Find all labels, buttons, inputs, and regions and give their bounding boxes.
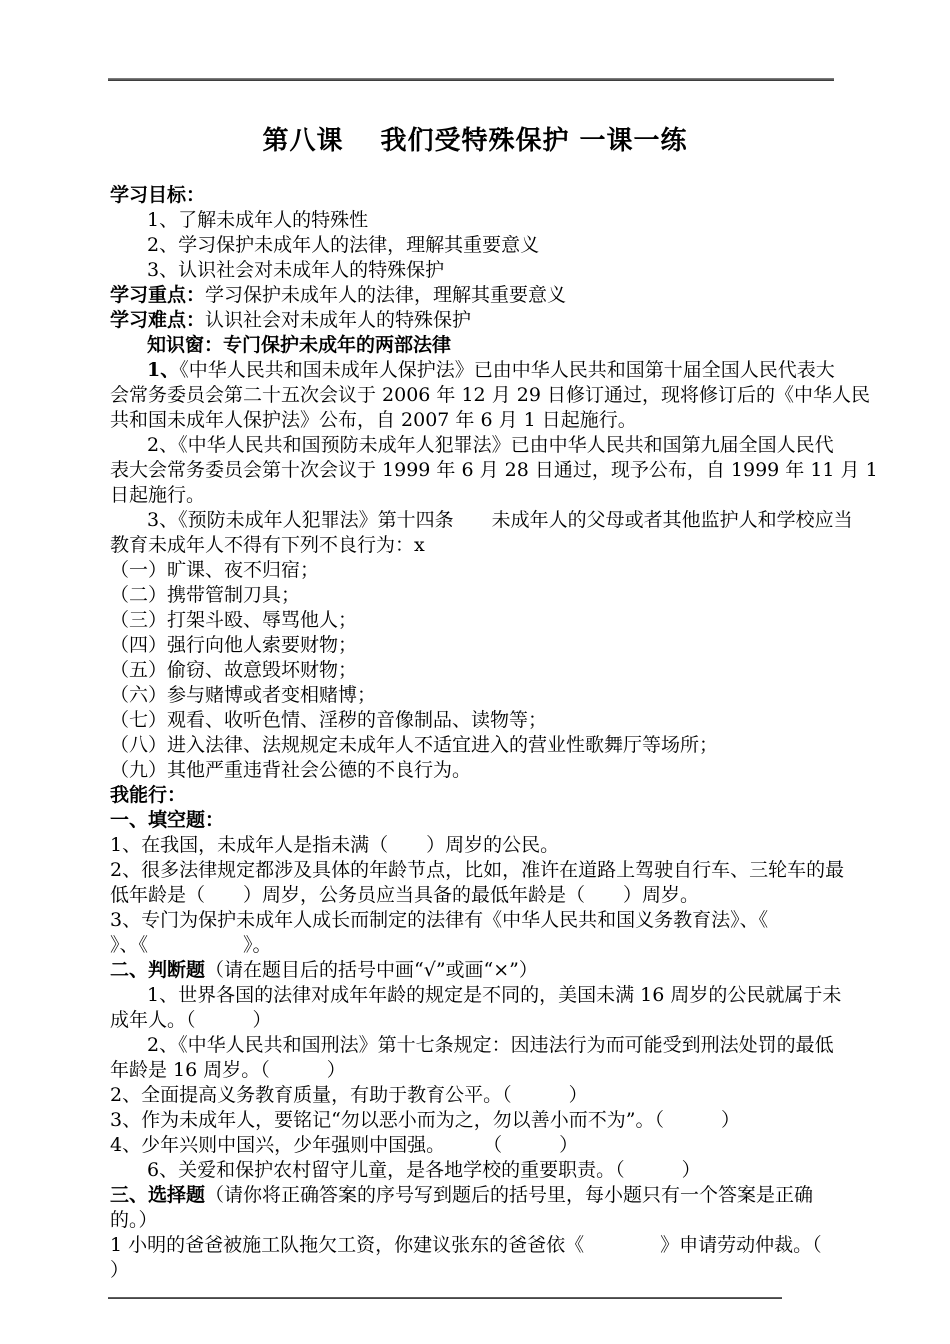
document-line xyxy=(110,358,850,383)
line-text: （五）偷窃、故意毁坏财物； xyxy=(110,659,358,681)
document-line xyxy=(110,583,850,608)
document-line xyxy=(110,658,850,683)
header-rule xyxy=(108,78,834,81)
line-heading-text: 二、判断题 xyxy=(110,959,206,981)
line-heading-text: 三、选择题 xyxy=(110,1184,206,1206)
document-line xyxy=(110,383,870,408)
line-text: （三）打架斗殴、辱骂他人； xyxy=(110,609,358,631)
line-text: 》、《 》。 xyxy=(110,934,272,956)
document-line xyxy=(110,883,850,908)
line-heading-text: 学习目标： xyxy=(110,184,206,206)
line-text: 教育未成年人不得有下列不良行为：x xyxy=(110,534,425,556)
document-line xyxy=(110,608,850,633)
line-text: 共和国未成年人保护法》公布，自 2007 年 6 月 1 日起施行。 xyxy=(110,409,637,431)
line-heading-text: 学习重点： xyxy=(110,284,206,306)
document-line xyxy=(110,208,850,233)
line-text: （七）观看、收听色情、淫秽的音像制品、读物等； xyxy=(110,709,548,731)
line-text: 6、关爱和保护农村留守儿童，是各地学校的重要职责。（ ） xyxy=(147,1159,701,1181)
document-line xyxy=(110,908,850,933)
document-body xyxy=(110,183,878,1283)
line-text: 1 小明的爸爸被施工队拖欠工资，你建议张东的爸爸依《 》申请劳动仲裁。（ xyxy=(110,1234,822,1256)
document-line xyxy=(110,1183,850,1208)
document-line xyxy=(110,858,850,883)
document-line xyxy=(110,533,850,558)
line-text: 3、认识社会对未成年人的特殊保护 xyxy=(147,259,445,281)
line-text: 1、在我国，未成年人是指未满（ ）周岁的公民。 xyxy=(110,834,560,856)
document-line xyxy=(110,1233,850,1258)
document-line xyxy=(110,308,850,333)
document-line xyxy=(110,933,850,958)
document-line xyxy=(110,283,850,308)
line-heading-text: 一、填空题： xyxy=(110,809,225,831)
document-line xyxy=(110,508,853,533)
line-heading-text: 我能行： xyxy=(110,784,187,806)
document-line xyxy=(110,1258,850,1283)
document-line xyxy=(110,1158,850,1183)
document-line xyxy=(110,708,850,733)
line-heading-text: 1、 xyxy=(147,359,180,381)
line-text: 3、专门为保护未成年人成长而制定的法律有《中华人民共和国义务教育法》、《 xyxy=(110,909,769,931)
document-line xyxy=(110,808,850,833)
line-text: 1、了解未成年人的特殊性 xyxy=(147,209,369,231)
footer-rule xyxy=(108,1297,782,1299)
document-line xyxy=(110,1208,850,1233)
line-text: 成年人。（ ） xyxy=(110,1009,272,1031)
line-heading-text: 知识窗：专门保护未成年的两部法律 xyxy=(147,334,452,356)
line-text: （四）强行向他人索要财物； xyxy=(110,634,358,656)
document-line xyxy=(110,983,850,1008)
line-text: 3、作为未成年人，要铭记“勿以恶小而为之，勿以善小而不为”。（ ） xyxy=(110,1109,741,1131)
document-title: 第八课 我们受特殊保护 一课一练 xyxy=(262,126,688,156)
line-text: 2、《中华人民共和国刑法》第十七条规定：因违法行为而可能受到刑法处罚的最低 xyxy=(147,1034,834,1056)
line-text: （九）其他严重违背社会公德的不良行为。 xyxy=(110,759,472,781)
line-text: 2、学习保护未成年人的法律，理解其重要意义 xyxy=(147,234,540,256)
line-heading-text: 学习难点： xyxy=(110,309,206,331)
line-text: 4、少年兴则中国兴，少年强则中国强。 （ ） xyxy=(110,1134,579,1156)
document-line xyxy=(110,833,850,858)
document-line xyxy=(110,408,850,433)
document-line xyxy=(110,958,850,983)
line-text: （请在题目后的括号中画“√”或画“×”） xyxy=(205,959,538,981)
document-line xyxy=(110,733,850,758)
line-text: （八）进入法律、法规规定未成年人不适宜进入的营业性歌舞厅等场所； xyxy=(110,734,719,756)
line-text: 认识社会对未成年人的特殊保护 xyxy=(205,309,472,331)
line-text: 《中华人民共和国未成年人保护法》已由中华人民共和国第十届全国人民代表大 xyxy=(179,359,835,381)
document-line xyxy=(110,758,850,783)
line-text: （六）参与赌博或者变相赌博； xyxy=(110,684,377,706)
document-line xyxy=(110,1108,850,1133)
line-text: 2、《中华人民共和国预防未成年人犯罪法》已由中华人民共和国第九届全国人民代 xyxy=(147,434,834,456)
line-text: 年龄是 16 周岁。（ ） xyxy=(110,1059,346,1081)
document-line xyxy=(110,483,850,508)
line-text: 低年龄是（ ）周岁，公务员应当具备的最低年龄是（ ）周岁。 xyxy=(110,884,700,906)
document-line xyxy=(110,783,850,808)
line-text: 的。） xyxy=(110,1209,158,1231)
document-line xyxy=(110,183,850,208)
document-line xyxy=(110,1083,850,1108)
line-text: 日起施行。 xyxy=(110,484,206,506)
document-line xyxy=(110,458,878,483)
line-text: （一）旷课、夜不归宿； xyxy=(110,559,320,581)
line-text: 2、全面提高义务教育质量，有助于教育公平。（ ） xyxy=(110,1084,588,1106)
document-line xyxy=(110,633,850,658)
document-line xyxy=(110,1058,850,1083)
line-text: 表大会常务委员会第十次会议于 1999 年 6 月 28 日通过，现予公布，自 1999 年 11 月 1 xyxy=(110,459,878,481)
line-text: 会常务委员会第二十五次会议于 2006 年 12 月 29 日修订通过，现将修订后的《中华人民 xyxy=(110,384,870,406)
line-text: 3、《预防未成年人犯罪法》第十四条 未成年人的父母或者其他监护人和学校应当 xyxy=(147,509,853,531)
document-line xyxy=(110,433,850,458)
document-line xyxy=(110,1133,850,1158)
document-line xyxy=(110,258,850,283)
line-text: 2、很多法律规定都涉及具体的年龄节点，比如，准许在道路上驾驶自行车、三轮车的最 xyxy=(110,859,845,881)
document-line xyxy=(110,558,850,583)
document-line xyxy=(110,333,850,358)
line-text: （请你将正确答案的序号写到题后的括号里，每小题只有一个答案是正确 xyxy=(205,1184,814,1206)
line-text: （二）携带管制刀具； xyxy=(110,584,301,606)
document-line xyxy=(110,233,850,258)
document-line xyxy=(110,1033,850,1058)
line-text: 1、世界各国的法律对成年年龄的规定是不同的，美国未满 16 周岁的公民就属于未 xyxy=(147,984,842,1006)
line-text: 学习保护未成年人的法律，理解其重要意义 xyxy=(205,284,567,306)
line-text: ） xyxy=(110,1259,130,1281)
document-line xyxy=(110,683,850,708)
document-line xyxy=(110,1008,850,1033)
